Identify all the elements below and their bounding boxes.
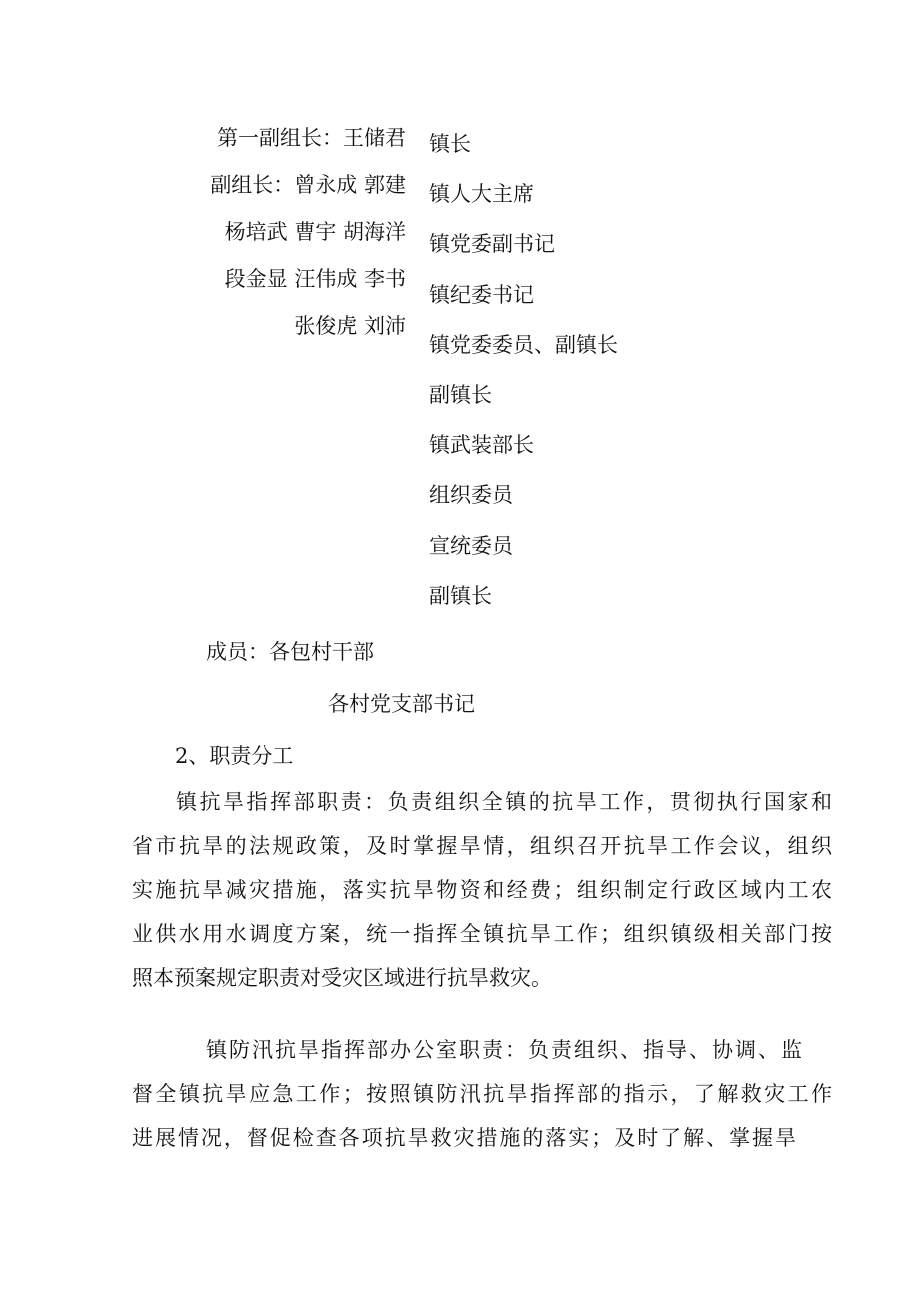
paragraph-line: 照本预案规定职责对受灾区域进行抗旱救灾。 <box>132 966 552 990</box>
leader-name-line: 第一副组长：王储君 <box>217 126 406 150</box>
paragraph-line: 镇抗旱指挥部职责：负责组织全镇的抗旱工作，贯彻执行国家和 <box>176 790 832 814</box>
leader-title: 镇纪委书记 <box>429 283 534 307</box>
paragraph-line: 进展情况，督促检查各项抗旱救灾措施的落实；及时了解、掌握旱 <box>132 1126 796 1150</box>
leader-name-line: 张俊虎 刘沛 <box>294 314 406 338</box>
leader-name-line: 杨培武 曹宇 胡海洋 <box>224 220 406 244</box>
section-heading: 2、职责分工 <box>175 744 294 768</box>
leader-title: 宣统委员 <box>429 534 513 558</box>
leader-title: 镇人大主席 <box>429 182 534 206</box>
leader-title: 镇党委副书记 <box>429 232 555 256</box>
paragraph-line: 实施抗旱减灾措施，落实抗旱物资和经费；组织制定行政区域内工农 <box>132 878 832 902</box>
paragraph-line: 镇防汛抗旱指挥部办公室职责：负责组织、指导、协调、监 <box>206 1038 802 1062</box>
paragraph-line: 业供水用水调度方案，统一指挥全镇抗旱工作；组织镇级相关部门按 <box>132 922 832 946</box>
paragraph-command-duties <box>132 780 832 1000</box>
leader-title: 镇武装部长 <box>429 433 534 457</box>
members-second: 各村党支部书记 <box>328 692 475 716</box>
leader-title: 镇长 <box>429 132 471 156</box>
leader-title: 副镇长 <box>429 584 492 608</box>
leader-title: 组织委员 <box>429 483 513 507</box>
leader-title: 副镇长 <box>429 383 492 407</box>
members-label: 成员：各包村干部 <box>206 640 374 664</box>
leader-name-line: 段金显 汪伟成 李书 <box>224 267 406 291</box>
paragraph-line: 省市抗旱的法规政策，及时掌握旱情，组织召开抗旱工作会议，组织 <box>132 834 832 858</box>
paragraph-line: 督全镇抗旱应急工作；按照镇防汛抗旱指挥部的指示，了解救灾工作 <box>132 1082 832 1106</box>
paragraph-office-duties <box>132 1028 832 1160</box>
leader-name-line: 副组长：曾永成 郭建 <box>210 173 406 197</box>
leader-title: 镇党委委员、副镇长 <box>429 333 618 357</box>
